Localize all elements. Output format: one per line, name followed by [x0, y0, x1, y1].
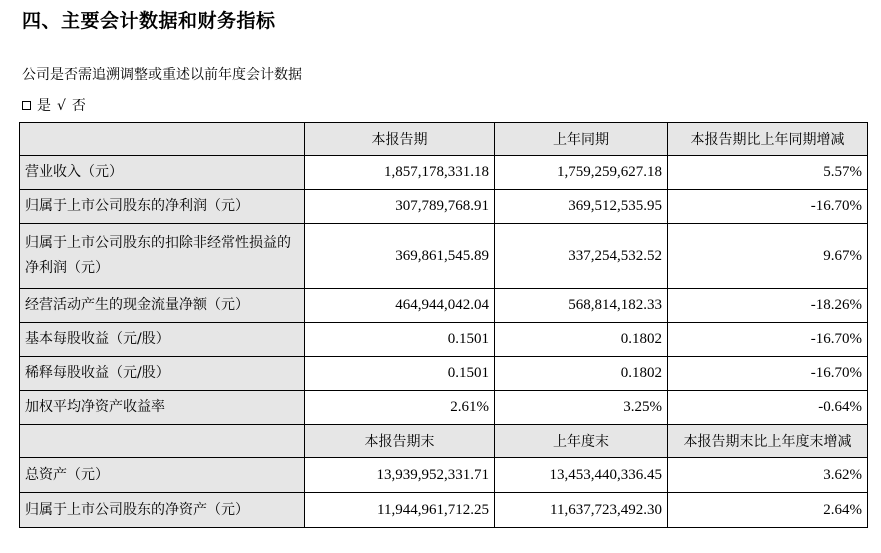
change-value: 3.62% — [668, 458, 868, 493]
section-title: 四、主要会计数据和财务指标 — [22, 10, 276, 32]
prior-value: 0.1802 — [495, 357, 668, 391]
prior-value: 3.25% — [495, 391, 668, 425]
row-label: 稀释每股收益（元/股） — [20, 357, 305, 391]
header-blank-cell — [20, 123, 305, 156]
table-row — [20, 156, 868, 190]
check-mark-icon: √ — [57, 98, 66, 114]
prior-value: 568,814,182.33 — [495, 289, 668, 323]
table-row — [20, 190, 868, 224]
change-value: -16.70% — [668, 190, 868, 224]
column-header-prior: 上年度末 — [495, 425, 668, 458]
column-header-current: 本报告期 — [305, 123, 495, 156]
table-row — [20, 323, 868, 357]
row-label: 归属于上市公司股东的净利润（元） — [20, 190, 305, 224]
prior-value: 0.1802 — [495, 323, 668, 357]
table-row — [20, 289, 868, 323]
prior-value: 1,759,259,627.18 — [495, 156, 668, 190]
table-row — [20, 357, 868, 391]
restatement-options — [22, 95, 92, 115]
current-value: 369,861,545.89 — [305, 224, 495, 289]
current-value: 0.1501 — [305, 357, 495, 391]
financial-data-table — [19, 122, 868, 528]
column-header-change: 本报告期末比上年度末增减 — [668, 425, 868, 458]
empty-checkbox-icon — [22, 101, 31, 110]
row-label: 营业收入（元） — [20, 156, 305, 190]
row-label: 加权平均净资产收益率 — [20, 391, 305, 425]
table-row — [20, 224, 868, 289]
table-header-row — [20, 425, 868, 458]
restatement-question: 公司是否需追溯调整或重述以前年度会计数据 — [22, 67, 302, 83]
row-label: 归属于上市公司股东的扣除非经常性损益的净利润（元） — [20, 224, 305, 289]
change-value: 2.64% — [668, 493, 868, 528]
current-value: 11,944,961,712.25 — [305, 493, 495, 528]
row-label: 归属于上市公司股东的净资产（元） — [20, 493, 305, 528]
header-blank-cell — [20, 425, 305, 458]
table-row — [20, 391, 868, 425]
change-value: -16.70% — [668, 323, 868, 357]
current-value: 464,944,042.04 — [305, 289, 495, 323]
prior-value: 13,453,440,336.45 — [495, 458, 668, 493]
option-no-label: 否 — [71, 98, 86, 114]
column-header-prior: 上年同期 — [495, 123, 668, 156]
table-row — [20, 493, 868, 528]
row-label: 经营活动产生的现金流量净额（元） — [20, 289, 305, 323]
column-header-change: 本报告期比上年同期增减 — [668, 123, 868, 156]
change-value: -18.26% — [668, 289, 868, 323]
prior-value: 11,637,723,492.30 — [495, 493, 668, 528]
current-value: 2.61% — [305, 391, 495, 425]
current-value: 307,789,768.91 — [305, 190, 495, 224]
change-value: -0.64% — [668, 391, 868, 425]
current-value: 13,939,952,331.71 — [305, 458, 495, 493]
prior-value: 369,512,535.95 — [495, 190, 668, 224]
row-label: 总资产（元） — [20, 458, 305, 493]
table-header-row — [20, 123, 868, 156]
current-value: 1,857,178,331.18 — [305, 156, 495, 190]
current-value: 0.1501 — [305, 323, 495, 357]
change-value: 9.67% — [668, 224, 868, 289]
prior-value: 337,254,532.52 — [495, 224, 668, 289]
change-value: 5.57% — [668, 156, 868, 190]
column-header-current: 本报告期末 — [305, 425, 495, 458]
table-row — [20, 458, 868, 493]
row-label: 基本每股收益（元/股） — [20, 323, 305, 357]
option-yes-label: 是 — [37, 98, 51, 114]
change-value: -16.70% — [668, 357, 868, 391]
